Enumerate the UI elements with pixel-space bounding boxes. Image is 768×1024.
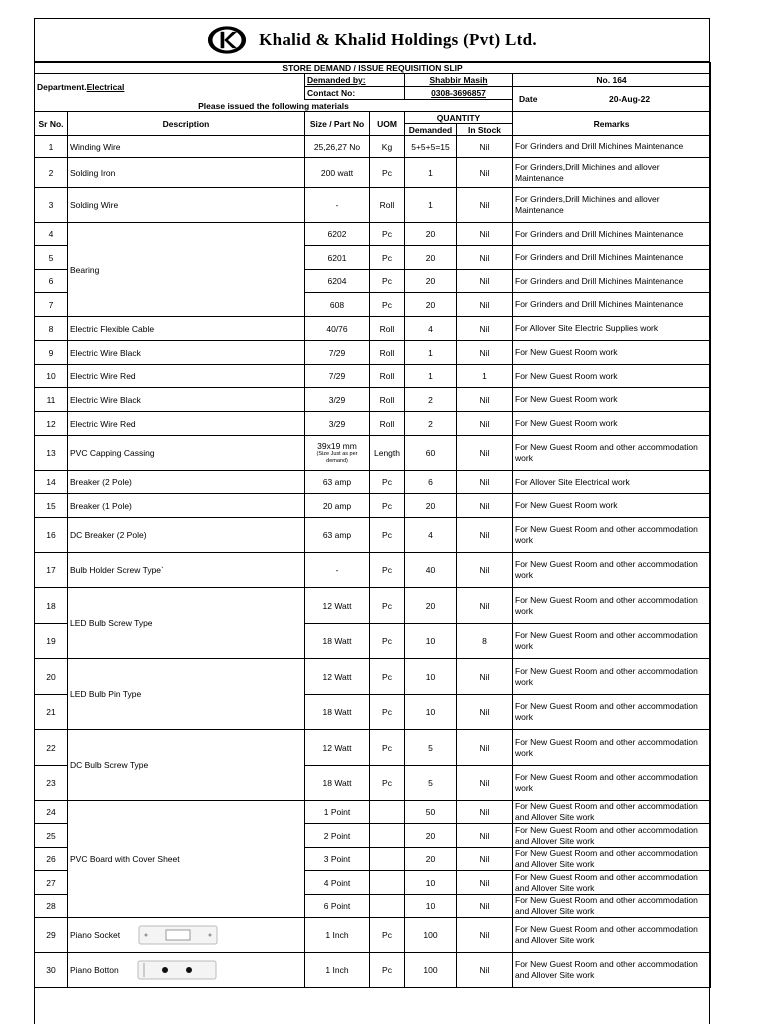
size-text: 1 Inch <box>325 930 349 940</box>
cell-instock: Nil <box>457 341 513 365</box>
cell-size <box>305 412 370 436</box>
cell-demanded: 5 <box>405 730 457 766</box>
cell-remarks: For Grinders and Drill Michines Maintenance <box>513 246 711 270</box>
cell-remarks: For New Guest Room work <box>513 365 711 388</box>
cell-size <box>305 246 370 270</box>
cell-size <box>305 801 370 824</box>
description-text: Electric Flexible Cable <box>70 323 155 334</box>
description-text: PVC Board with Cover Sheet <box>70 854 180 864</box>
size-text: 3 Point <box>323 854 351 864</box>
slip-number: No. 164 <box>513 74 711 87</box>
size-text: 18 Watt <box>322 636 352 646</box>
size-text: 200 watt <box>320 167 354 178</box>
cell-uom: Pc <box>370 730 405 766</box>
cell-description <box>68 341 305 365</box>
cell-uom: Pc <box>370 158 405 188</box>
col-uom: UOM <box>370 112 405 136</box>
size-text: 6202 <box>327 229 347 239</box>
cell-size <box>305 659 370 695</box>
cell-size <box>305 730 370 766</box>
cell-uom: Roll <box>370 188 405 223</box>
cell-size <box>305 436 370 471</box>
size-text: 7/29 <box>328 347 346 358</box>
company-logo-icon <box>207 25 247 55</box>
cell-description <box>68 588 305 659</box>
table-row <box>35 388 711 412</box>
cell-instock: Nil <box>457 801 513 824</box>
table-row <box>35 136 711 158</box>
cell-remarks: For New Guest Room work <box>513 388 711 412</box>
cell-sr: 27 <box>35 871 68 895</box>
col-description: Description <box>68 112 305 136</box>
cell-demanded: 20 <box>405 824 457 848</box>
cell-sr: 4 <box>35 223 68 246</box>
cell-sr: 22 <box>35 730 68 766</box>
demanded-by-label: Demanded by: <box>305 74 405 87</box>
size-text: 40/76 <box>326 323 348 334</box>
cell-demanded: 20 <box>405 848 457 871</box>
description-text: Breaker (2 Pole) <box>70 477 132 487</box>
cell-uom: Pc <box>370 588 405 624</box>
description-text: Bulb Holder Screw Type` <box>70 565 164 575</box>
cell-remarks: For New Guest Room work <box>513 412 711 436</box>
department-cell <box>35 74 305 100</box>
cell-demanded: 1 <box>405 188 457 223</box>
cell-size <box>305 624 370 659</box>
cell-uom: Pc <box>370 766 405 801</box>
description-text: Solding Iron <box>70 167 116 178</box>
demanded-by-value: Shabbir Masih <box>405 74 513 87</box>
cell-sr: 8 <box>35 317 68 341</box>
size-text: 608 <box>329 299 345 310</box>
cell-remarks: For New Guest Room and other accommodation work <box>513 436 711 471</box>
cell-size <box>305 518 370 553</box>
instruction-text: Please issued the following materials <box>35 100 513 112</box>
cell-sr: 7 <box>35 293 68 317</box>
cell-size <box>305 918 370 953</box>
cell-instock: Nil <box>457 518 513 553</box>
size-text: 6 Point <box>323 901 351 911</box>
piano-socket-image <box>138 924 218 946</box>
cell-remarks: For New Guest Room and other accommodation work <box>513 766 711 801</box>
size-text: 18 Watt <box>322 778 352 788</box>
cell-demanded: 1 <box>405 365 457 388</box>
cell-instock: Nil <box>457 871 513 895</box>
cell-instock: Nil <box>457 848 513 871</box>
size-text: 2 Point <box>323 830 351 841</box>
table-row <box>35 341 711 365</box>
description-text: Electric Wire Black <box>70 394 141 405</box>
table-row <box>35 494 711 518</box>
cell-size <box>305 341 370 365</box>
cell-size <box>305 766 370 801</box>
size-text: - <box>335 200 339 210</box>
description-text: Electric Wire Red <box>70 418 136 429</box>
cell-instock: Nil <box>457 412 513 436</box>
date-label: Date <box>519 94 538 104</box>
description-text: Solding Wire <box>70 200 119 210</box>
cell-remarks: For Allover Site Electrical work <box>513 471 711 494</box>
cell-uom: Pc <box>370 471 405 494</box>
description-text: LED Bulb Pin Type <box>70 689 142 699</box>
cell-sr: 1 <box>35 136 68 158</box>
cell-instock: Nil <box>457 293 513 317</box>
cell-size <box>305 953 370 988</box>
cell-description <box>68 730 305 801</box>
description-text: DC Bulb Screw Type <box>70 760 149 770</box>
cell-demanded: 20 <box>405 293 457 317</box>
cell-size <box>305 494 370 518</box>
cell-size <box>305 388 370 412</box>
size-text: 3/29 <box>328 418 346 429</box>
cell-demanded: 20 <box>405 588 457 624</box>
cell-demanded: 5+5+5=15 <box>405 136 457 158</box>
cell-uom: Pc <box>370 624 405 659</box>
cell-sr: 15 <box>35 494 68 518</box>
cell-sr: 30 <box>35 953 68 988</box>
cell-sr: 29 <box>35 918 68 953</box>
table-row <box>35 471 711 494</box>
table-row <box>35 659 711 695</box>
size-text: 7/29 <box>328 371 346 381</box>
cell-instock: Nil <box>457 317 513 341</box>
cell-description <box>68 553 305 588</box>
size-text: 18 Watt <box>322 707 352 717</box>
cell-description <box>68 953 305 988</box>
cell-size <box>305 824 370 848</box>
cell-remarks: For Grinders,Drill Michines and allover Maintenance <box>513 188 711 223</box>
cell-instock: Nil <box>457 766 513 801</box>
cell-instock: Nil <box>457 136 513 158</box>
cell-size <box>305 848 370 871</box>
cell-remarks: For New Guest Room work <box>513 341 711 365</box>
cell-uom: Pc <box>370 953 405 988</box>
cell-size <box>305 293 370 317</box>
cell-remarks: For New Guest Room and other accommodation and Allover Site work <box>513 871 711 895</box>
cell-demanded: 6 <box>405 471 457 494</box>
cell-remarks: For New Guest Room and other accommodation work <box>513 553 711 588</box>
cell-demanded: 5 <box>405 766 457 801</box>
cell-size <box>305 188 370 223</box>
table-row <box>35 918 711 953</box>
size-text: 3/29 <box>328 394 346 405</box>
cell-size <box>305 895 370 918</box>
cell-remarks: For New Guest Room and other accommodation work <box>513 624 711 659</box>
cell-demanded: 50 <box>405 801 457 824</box>
contact-value: 0308-3696857 <box>405 87 513 100</box>
cell-description <box>68 388 305 412</box>
cell-uom: Pc <box>370 659 405 695</box>
cell-demanded: 4 <box>405 518 457 553</box>
cell-instock: Nil <box>457 246 513 270</box>
cell-description <box>68 158 305 188</box>
cell-size <box>305 588 370 624</box>
cell-size <box>305 695 370 730</box>
cell-uom: Pc <box>370 553 405 588</box>
size-text: 1 Point <box>323 807 351 817</box>
description-text: Piano Socket <box>70 930 121 940</box>
cell-instock: Nil <box>457 188 513 223</box>
cell-remarks: For New Guest Room and other accommodation work <box>513 588 711 624</box>
cell-uom <box>370 801 405 824</box>
cell-demanded: 1 <box>405 341 457 365</box>
table-row <box>35 188 711 223</box>
cell-size <box>305 471 370 494</box>
cell-instock: Nil <box>457 553 513 588</box>
department-label: Department. <box>37 81 87 92</box>
cell-size <box>305 553 370 588</box>
size-text: 12 Watt <box>322 742 352 753</box>
cell-remarks: For New Guest Room and other accommodation and Allover Site work <box>513 848 711 871</box>
cell-remarks: For Grinders and Drill Michines Maintenance <box>513 136 711 158</box>
cell-uom: Pc <box>370 246 405 270</box>
cell-remarks: For New Guest Room and other accommodation and Allover Site work <box>513 895 711 918</box>
cell-sr: 25 <box>35 824 68 848</box>
cell-sr: 17 <box>35 553 68 588</box>
cell-remarks: For Allover Site Electric Supplies work <box>513 317 711 341</box>
cell-description <box>68 471 305 494</box>
table-row <box>35 953 711 988</box>
cell-demanded: 20 <box>405 270 457 293</box>
size-text: 6201 <box>327 252 347 263</box>
cell-size <box>305 317 370 341</box>
cell-instock: Nil <box>457 659 513 695</box>
size-text: 12 Watt <box>322 600 352 611</box>
date-cell <box>513 87 711 112</box>
cell-demanded: 20 <box>405 494 457 518</box>
description-text: Breaker (1 Pole) <box>70 500 132 511</box>
size-text: 20 amp <box>322 500 352 511</box>
cell-instock: Nil <box>457 158 513 188</box>
cell-sr: 5 <box>35 246 68 270</box>
cell-demanded: 20 <box>405 223 457 246</box>
cell-sr: 28 <box>35 895 68 918</box>
cell-demanded: 4 <box>405 317 457 341</box>
col-sr: Sr No. <box>35 112 68 136</box>
cell-description <box>68 412 305 436</box>
cell-sr: 26 <box>35 848 68 871</box>
company-header <box>34 18 710 62</box>
size-text: 12 Watt <box>322 671 352 682</box>
cell-instock: Nil <box>457 918 513 953</box>
table-row <box>35 365 711 388</box>
cell-sr: 2 <box>35 158 68 188</box>
cell-size <box>305 223 370 246</box>
description-text: LED Bulb Screw Type <box>70 618 153 628</box>
cell-size <box>305 136 370 158</box>
cell-demanded: 100 <box>405 918 457 953</box>
cell-demanded: 1 <box>405 158 457 188</box>
cell-remarks: For Grinders and Drill Michines Maintenance <box>513 293 711 317</box>
cell-sr: 23 <box>35 766 68 801</box>
cell-demanded: 40 <box>405 553 457 588</box>
cell-sr: 19 <box>35 624 68 659</box>
table-row <box>35 317 711 341</box>
cell-sr: 9 <box>35 341 68 365</box>
cell-uom: Length <box>370 436 405 471</box>
cell-remarks: For New Guest Room and other accommodation and Allover Site work <box>513 801 711 824</box>
cell-instock: Nil <box>457 494 513 518</box>
cell-uom: Kg <box>370 136 405 158</box>
size-text: 6204 <box>327 276 347 286</box>
cell-uom: Pc <box>370 494 405 518</box>
cell-size <box>305 270 370 293</box>
cell-demanded: 20 <box>405 246 457 270</box>
cell-instock: Nil <box>457 388 513 412</box>
cell-remarks: For New Guest Room and other accommodation and Allover Site work <box>513 824 711 848</box>
contact-label: Contact No: <box>305 87 405 100</box>
cell-size <box>305 365 370 388</box>
cell-sr: 6 <box>35 270 68 293</box>
cell-sr: 14 <box>35 471 68 494</box>
size-note: (Size Just as per demand) <box>316 451 358 464</box>
cell-demanded: 60 <box>405 436 457 471</box>
size-text: 63 amp <box>322 477 352 487</box>
cell-remarks: For New Guest Room and other accommodation work <box>513 659 711 695</box>
cell-remarks: For New Guest Room and other accommodation and Allover Site work <box>513 918 711 953</box>
size-text: 63 amp <box>322 530 352 540</box>
cell-sr: 21 <box>35 695 68 730</box>
col-instock: In Stock <box>457 124 513 136</box>
cell-demanded: 10 <box>405 695 457 730</box>
cell-remarks: For Grinders,Drill Michines and allover Maintenance <box>513 158 711 188</box>
cell-sr: 13 <box>35 436 68 471</box>
cell-description <box>68 436 305 471</box>
cell-description <box>68 659 305 730</box>
requisition-table <box>34 62 711 988</box>
table-row <box>35 223 711 246</box>
cell-uom: Pc <box>370 270 405 293</box>
col-quantity: QUANTITY <box>405 112 513 124</box>
size-text: - <box>335 565 339 575</box>
cell-remarks: For New Guest Room and other accommodation work <box>513 695 711 730</box>
cell-instock: Nil <box>457 588 513 624</box>
description-text: PVC Capping Cassing <box>70 448 155 458</box>
description-text: Electric Wire Black <box>70 347 141 358</box>
table-row <box>35 436 711 471</box>
cell-sr: 10 <box>35 365 68 388</box>
cell-uom: Roll <box>370 365 405 388</box>
cell-description <box>68 494 305 518</box>
company-name: Khalid & Khalid Holdings (Pvt) Ltd. <box>259 29 537 49</box>
cell-description <box>68 365 305 388</box>
cell-instock: 8 <box>457 624 513 659</box>
cell-description <box>68 188 305 223</box>
table-row <box>35 553 711 588</box>
slip-title: STORE DEMAND / ISSUE REQUISITION SLIP <box>35 63 711 74</box>
cell-demanded: 10 <box>405 624 457 659</box>
description-text: Bearing <box>70 264 100 275</box>
cell-sr: 16 <box>35 518 68 553</box>
col-demanded: Demanded <box>405 124 457 136</box>
cell-uom: Roll <box>370 388 405 412</box>
cell-uom: Pc <box>370 223 405 246</box>
cell-uom <box>370 895 405 918</box>
col-size: Size / Part No <box>305 112 370 136</box>
cell-uom <box>370 824 405 848</box>
cell-description <box>68 801 305 918</box>
cell-instock: Nil <box>457 471 513 494</box>
cell-demanded: 100 <box>405 953 457 988</box>
description-text: Piano Botton <box>70 965 119 975</box>
cell-demanded: 10 <box>405 871 457 895</box>
cell-instock: Nil <box>457 953 513 988</box>
size-text: 39x19 mm <box>317 441 357 451</box>
cell-remarks: For Grinders and Drill Michines Maintenance <box>513 270 711 293</box>
cell-demanded: 2 <box>405 388 457 412</box>
cell-remarks: For New Guest Room and other accommodation work <box>513 730 711 766</box>
size-text: 25,26,27 No <box>313 141 361 152</box>
cell-uom <box>370 871 405 895</box>
cell-uom: Roll <box>370 412 405 436</box>
cell-uom: Pc <box>370 695 405 730</box>
department-value: Electrical <box>86 81 125 92</box>
description-text: DC Breaker (2 Pole) <box>70 530 147 540</box>
cell-instock: Nil <box>457 436 513 471</box>
table-row <box>35 158 711 188</box>
cell-uom: Roll <box>370 341 405 365</box>
cell-size <box>305 871 370 895</box>
cell-size <box>305 158 370 188</box>
piano-button-image <box>137 959 217 981</box>
cell-instock: Nil <box>457 824 513 848</box>
description-text: Winding Wire <box>70 141 121 152</box>
cell-sr: 20 <box>35 659 68 695</box>
size-text: 4 Point <box>323 877 351 888</box>
cell-remarks: For New Guest Room work <box>513 494 711 518</box>
cell-remarks: For New Guest Room and other accommodation and Allover Site work <box>513 953 711 988</box>
cell-sr: 24 <box>35 801 68 824</box>
cell-instock: Nil <box>457 730 513 766</box>
cell-description <box>68 223 305 317</box>
table-row <box>35 588 711 624</box>
cell-description <box>68 918 305 953</box>
cell-instock: Nil <box>457 895 513 918</box>
cell-remarks: For New Guest Room and other accommodation work <box>513 518 711 553</box>
cell-uom: Pc <box>370 918 405 953</box>
cell-description <box>68 317 305 341</box>
table-row <box>35 801 711 824</box>
cell-demanded: 2 <box>405 412 457 436</box>
cell-uom: Pc <box>370 293 405 317</box>
description-text: Electric Wire Red <box>70 371 136 381</box>
col-remarks: Remarks <box>513 112 711 136</box>
cell-remarks: For Grinders and Drill Michines Maintenance <box>513 223 711 246</box>
cell-description <box>68 518 305 553</box>
table-row <box>35 518 711 553</box>
cell-uom: Pc <box>370 518 405 553</box>
cell-instock: 1 <box>457 365 513 388</box>
cell-instock: Nil <box>457 270 513 293</box>
cell-sr: 12 <box>35 412 68 436</box>
cell-instock: Nil <box>457 695 513 730</box>
cell-description <box>68 136 305 158</box>
cell-instock: Nil <box>457 223 513 246</box>
size-text: 1 Inch <box>325 965 349 975</box>
table-row <box>35 412 711 436</box>
table-row <box>35 730 711 766</box>
cell-sr: 3 <box>35 188 68 223</box>
cell-demanded: 10 <box>405 895 457 918</box>
date-value: 20-Aug-22 <box>609 94 651 104</box>
cell-demanded: 10 <box>405 659 457 695</box>
cell-uom <box>370 848 405 871</box>
cell-sr: 18 <box>35 588 68 624</box>
cell-sr: 11 <box>35 388 68 412</box>
cell-uom: Roll <box>370 317 405 341</box>
